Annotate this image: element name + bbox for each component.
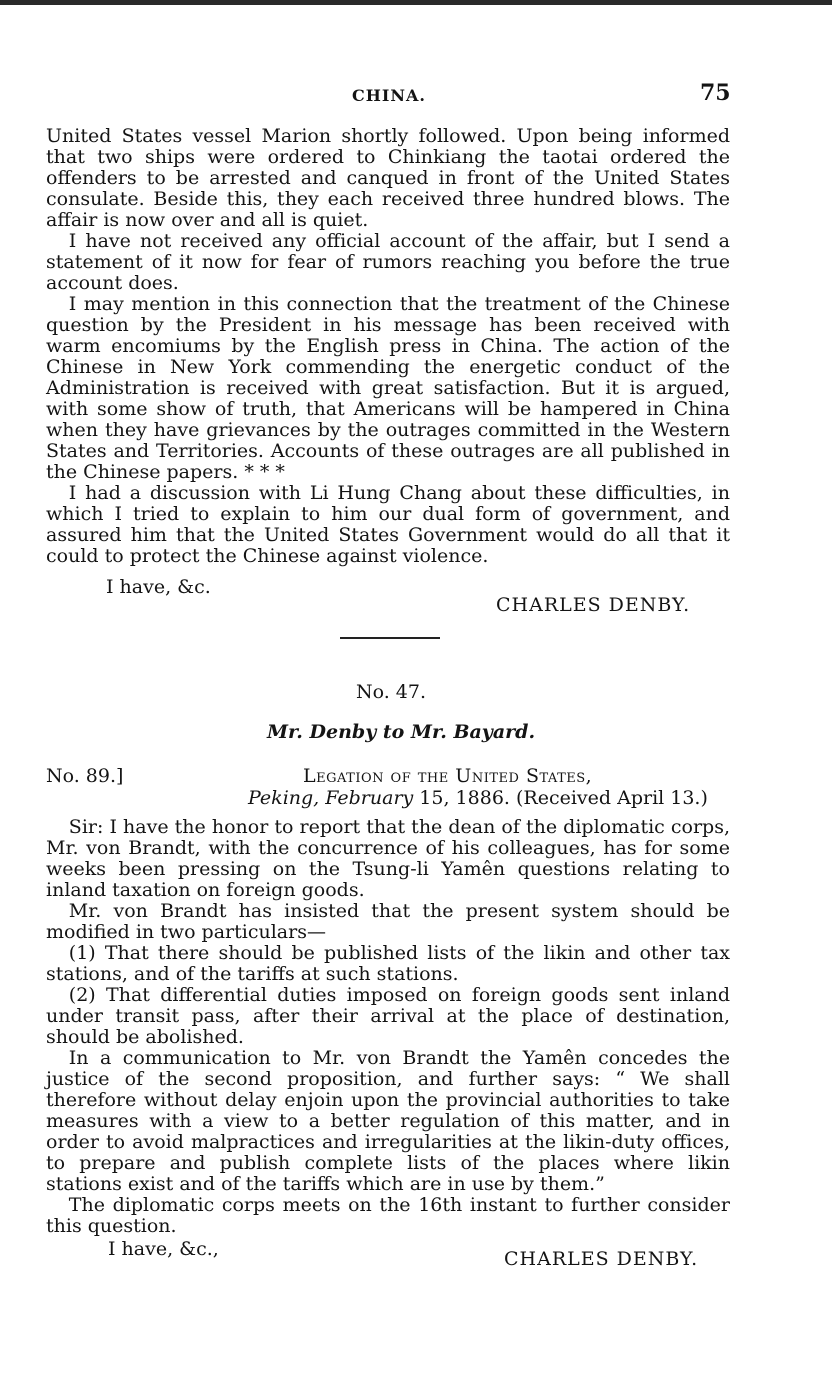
letter-body-previous	[46, 126, 730, 567]
page-header	[0, 80, 832, 110]
running-head: CHINA.	[352, 86, 426, 105]
page-number: 75	[700, 80, 731, 106]
dateline-legation: Legation of the United States,	[303, 765, 593, 787]
page-top-rule	[0, 0, 832, 5]
paragraph: I had a discussion with Li Hung Chang about these difficulties, in which I tried to explain to him our dual form of government, and assured him that the United States Government would do all that it could to protect the Chinese against violence.	[46, 482, 730, 567]
paragraph: (1) That there should be published lists of the likin and other tax stations, and of the tariffs at such stations.	[46, 942, 730, 985]
signature: CHARLES DENBY.	[504, 1248, 699, 1270]
document-title: Mr. Denby to Mr. Bayard.	[267, 721, 536, 743]
signature: CHARLES DENBY.	[496, 594, 691, 616]
paragraph: (2) That differential duties imposed on foreign goods sent inland under transit pass, after their arrival at the place of destination, should be abolished.	[46, 984, 730, 1048]
dateline-date	[248, 787, 708, 809]
document-number: No. 47.	[356, 681, 427, 703]
dateline-place: Peking, February	[248, 787, 414, 809]
paragraph: The diplomatic corps meets on the 16th instant to further consider this question.	[46, 1194, 730, 1237]
paragraph: In a communication to Mr. von Brandt the Yamên concedes the justice of the second proposition, and further says: “ We shall therefore without delay enjoin upon the provincial authorities to take measures with a view to a better regulation of this matter, and in order to avoid malpractices and irregularities at the likin-duty offices, to prepare and publish complete lists of the places where likin stations exist and of the tariffs which are in use by them.”	[46, 1047, 730, 1195]
paragraph: United States vessel Marion shortly followed. Upon being informed that two ships were ordered to Chinkiang the taotai ordered the offenders to be arrested and canqued in front of the United States consulate. Beside this, they each received three hundred blows. The affair is now over and all is quiet.	[46, 125, 730, 231]
paragraph: I may mention in this connection that the treatment of the Chinese question by the President in his message has been received with warm encomiums by the English press in China. The action of the Chinese in New York commending the energetic conduct of the Administration is received with great satisfaction. But it is argued, with some show of truth, that Americans will be hampered in China when they have grievances by the outrages committed in the Western States and Territories. Accounts of these outrages are all published in the Chinese papers. * * *	[46, 293, 730, 483]
dispatch-reference: No. 89.]	[46, 765, 124, 787]
paragraph: Sir: I have the honor to report that the dean of the diplomatic corps, Mr. von Brandt, with the concurrence of his colleagues, has for some weeks been pressing on the Tsung-li Yamên questions relating to inland taxation on foreign goods.	[46, 816, 730, 901]
paragraph: Mr. von Brandt has insisted that the present system should be modified in two particulars—	[46, 900, 730, 943]
dateline-received: 15, 1886. (Received April 13.)	[413, 787, 708, 809]
closing-line: I have, &c.	[106, 576, 211, 598]
paragraph: I have not received any official account of the affair, but I send a statement of it now for fear of rumors reaching you before the true account does.	[46, 230, 730, 294]
section-divider	[340, 637, 440, 639]
letter-body	[46, 817, 730, 1237]
closing-line: I have, &c.,	[108, 1238, 219, 1260]
